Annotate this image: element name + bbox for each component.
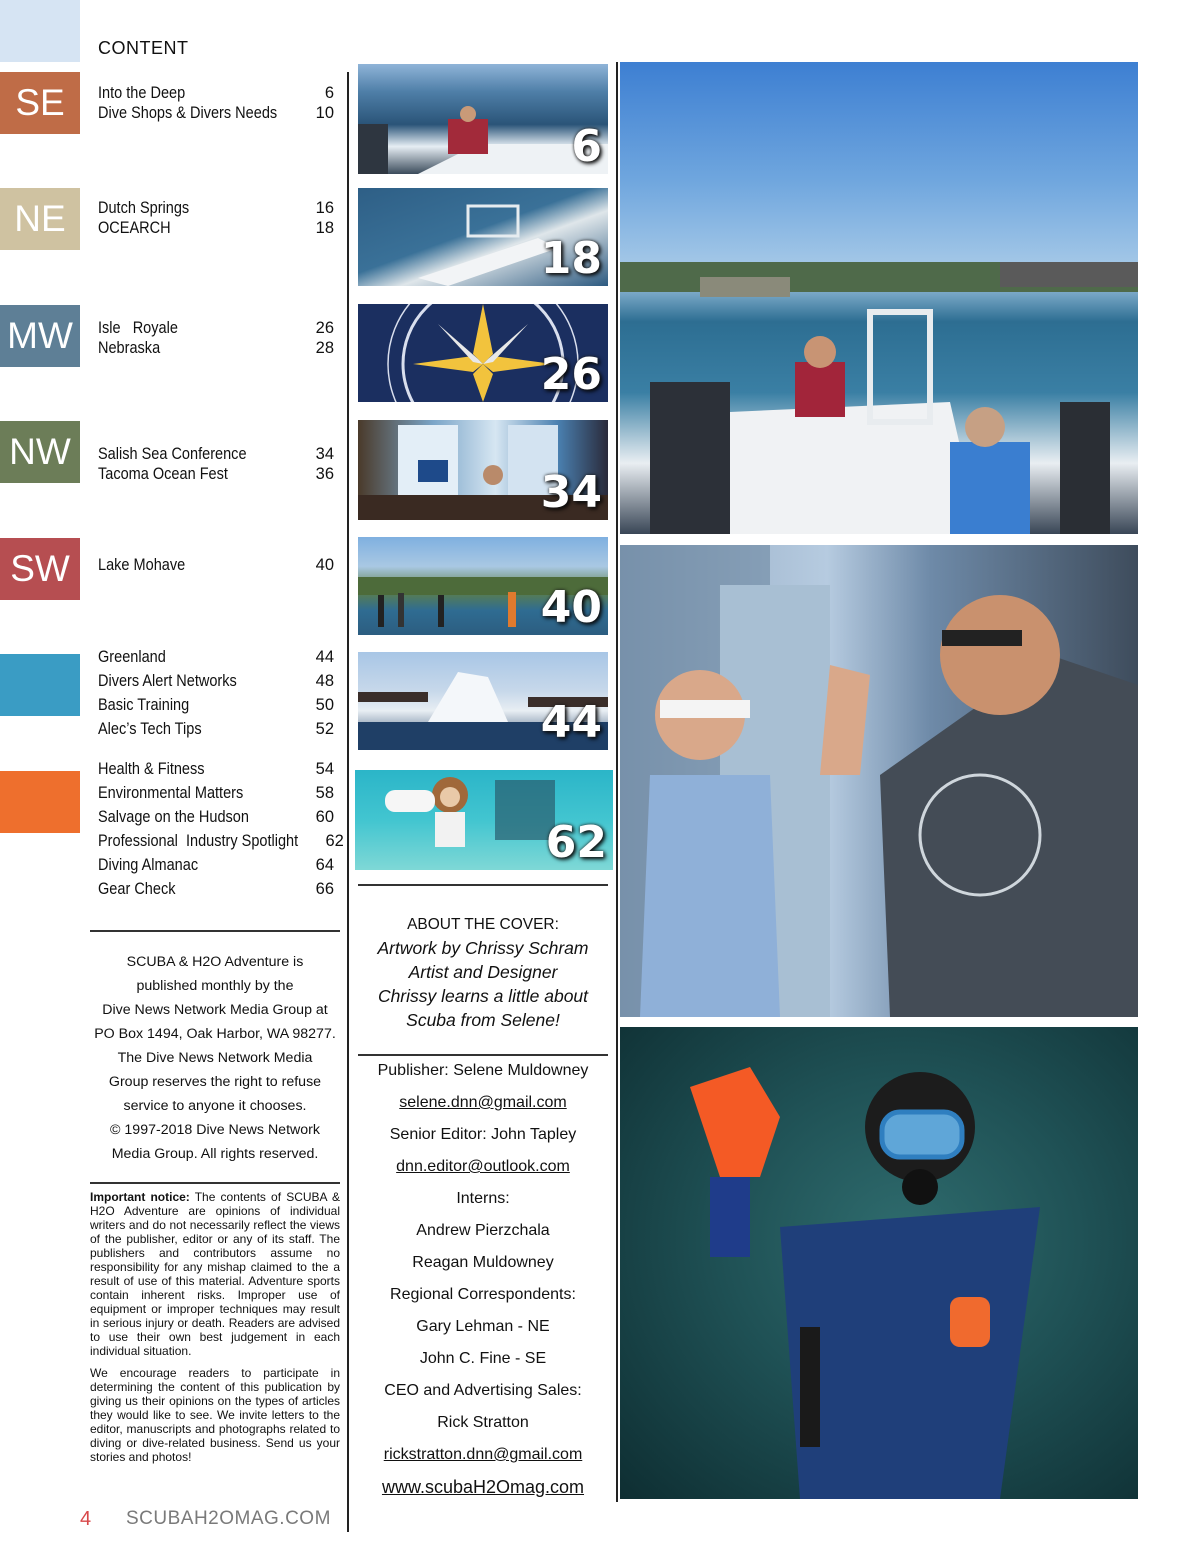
region-tab-orange — [0, 771, 80, 833]
publication-info — [90, 950, 340, 1166]
toc-mw — [98, 318, 334, 358]
toc-page: 18 — [315, 219, 334, 237]
toc-page: 6 — [324, 84, 334, 102]
divider-line — [358, 884, 608, 886]
ceo-name: Rick Stratton — [437, 1414, 529, 1431]
toc-title: Divers Alert Networks — [98, 672, 237, 690]
pub-line: PO Box 1494, Oak Harbor, WA 98277. — [94, 1026, 336, 1042]
notice-encourage: We encourage readers to participate in determining the content of this publication by giving us their opinions on the types of articles they would like to see. We invite letters to the editor, manuscripts and photographs related to diving or dive-related business. Send us your stories and photos! — [90, 1366, 340, 1464]
region-tab-se: SE — [0, 72, 80, 134]
thumbnail-page: 40 — [540, 582, 602, 633]
correspondents-label: Regional Correspondents: — [390, 1286, 576, 1303]
thumbnail-page: 26 — [540, 349, 602, 400]
editor-email-link[interactable]: dnn.editor@outlook.com — [396, 1158, 570, 1175]
pub-line: Media Group. All rights reserved. — [111, 1146, 319, 1162]
region-tab-sw: SW — [0, 538, 80, 600]
toc-page: 50 — [315, 696, 334, 714]
toc-ne — [98, 198, 334, 238]
about-the-cover — [358, 914, 608, 1032]
toc-row[interactable] — [98, 318, 334, 338]
toc-title: Salvage on the Hudson — [98, 808, 249, 826]
divider-line — [90, 930, 340, 932]
toc-row[interactable] — [98, 829, 344, 853]
thumbnail-conference-booth[interactable] — [358, 420, 608, 520]
toc-title: Salish Sea Conference — [98, 445, 247, 463]
site-url[interactable]: SCUBAH2OMAG.COM — [126, 1508, 331, 1529]
pub-line: The Dive News Network Media — [117, 1050, 313, 1066]
toc-title: OCEARCH — [98, 219, 171, 237]
thumbnail-lake-mohave[interactable] — [358, 537, 608, 635]
region-tab-blue — [0, 654, 80, 716]
toc-title: Dutch Springs — [98, 199, 190, 217]
toc-title: Tacoma Ocean Fest — [98, 465, 228, 483]
divider-line — [90, 1182, 340, 1184]
toc-title: Dive Shops & Divers Needs — [98, 104, 278, 122]
notice-label: Important notice: — [90, 1190, 190, 1204]
toc-page: 52 — [315, 720, 334, 738]
toc-page: 62 — [325, 832, 344, 850]
ceo-email-link[interactable]: rickstratton.dnn@gmail.com — [383, 1446, 583, 1463]
toc-row[interactable] — [98, 805, 334, 829]
toc-title: Environmental Matters — [98, 784, 244, 802]
senior-editor: Senior Editor: John Tapley — [389, 1126, 577, 1143]
ceo-label: CEO and Advertising Sales: — [384, 1382, 582, 1399]
toc-page: 26 — [315, 319, 334, 337]
photo-art — [620, 545, 1138, 1017]
thumbnail-page: 18 — [540, 233, 602, 284]
toc-row[interactable] — [98, 555, 334, 575]
correspondent-name: Gary Lehman - NE — [416, 1318, 550, 1335]
photo-underwater-diver — [620, 1027, 1138, 1499]
toc-page: 48 — [315, 672, 334, 690]
toc-page: 66 — [315, 880, 334, 898]
toc-page: 60 — [315, 808, 334, 826]
publisher-email-link[interactable]: selene.dnn@gmail.com — [399, 1094, 567, 1111]
correspondent-name: John C. Fine - SE — [419, 1350, 547, 1367]
thumbnail-page: 44 — [540, 697, 602, 748]
pub-line: © 1997-2018 Dive News Network — [110, 1122, 320, 1138]
toc-row[interactable] — [98, 669, 334, 693]
toc-title: Into the Deep — [98, 84, 186, 102]
column-divider-right — [616, 62, 618, 1502]
toc-orange — [98, 757, 344, 901]
pub-line: published monthly by the — [136, 978, 294, 994]
toc-page: 64 — [315, 856, 334, 874]
photo-art — [620, 62, 1138, 534]
toc-title: Diving Almanac — [98, 856, 199, 874]
region-tab-ne: NE — [0, 188, 80, 250]
toc-title: Basic Training — [98, 696, 190, 714]
toc-row[interactable] — [98, 781, 334, 805]
pub-line: Group reserves the right to refuse — [108, 1074, 322, 1090]
toc-row[interactable] — [98, 877, 334, 901]
about-line: Artwork by Chrissy Schram — [377, 938, 589, 958]
toc-title: Nebraska — [98, 339, 161, 357]
column-divider-left — [347, 72, 349, 1532]
toc-row[interactable] — [98, 853, 334, 877]
photo-high-five — [620, 545, 1138, 1017]
notice-text: The contents of SCUBA & H2O Adventure are opinions of individual writers and do not necessarily reflect the views of the publisher, editor or any of its staff. The publishers and contributors assume no responsibility for any mishap claimed to the a result of use of this material. Adventure sports contain inherent risks. Improper use of equipment or improper techniques may result in serious injury or death. Readers are advised to use their own best judgement in each individual situation. — [90, 1190, 341, 1358]
thumbnail-compass[interactable] — [358, 304, 608, 402]
toc-sw — [98, 555, 334, 575]
thumbnail-boat-wake[interactable] — [358, 64, 608, 174]
toc-page: 34 — [315, 445, 334, 463]
toc-se — [98, 83, 334, 123]
toc-page: 10 — [315, 104, 334, 122]
toc-row[interactable] — [98, 103, 334, 123]
toc-page: 58 — [315, 784, 334, 802]
page-number: 4 — [80, 1508, 92, 1530]
region-tab-mw: MW — [0, 305, 80, 367]
top-color-block — [0, 0, 80, 62]
about-line: Chrissy learns a little about — [377, 986, 589, 1006]
thumbnail-underwater-monkey[interactable] — [355, 770, 613, 870]
toc-row[interactable] — [98, 757, 334, 781]
toc-nw — [98, 444, 334, 484]
toc-row[interactable] — [98, 645, 334, 669]
toc-title: Lake Mohave — [98, 556, 186, 574]
important-notice — [90, 1190, 340, 1472]
intern-name: Andrew Pierzchala — [416, 1222, 550, 1239]
content-heading: CONTENT — [98, 38, 189, 58]
toc-row[interactable] — [98, 693, 334, 717]
masthead-credits — [358, 1055, 608, 1503]
publisher: Publisher: Selene Muldowney — [377, 1062, 589, 1079]
thumbnail-page: 6 — [571, 121, 602, 172]
photo-boat-divers — [620, 62, 1138, 534]
about-title: ABOUT THE COVER: — [407, 916, 559, 933]
toc-title: Isle Royale — [98, 319, 178, 337]
toc-title: Professional Industry Spotlight — [98, 832, 299, 850]
toc-title: Greenland — [98, 648, 166, 666]
thumbnail-boat[interactable] — [358, 188, 608, 286]
toc-row[interactable] — [98, 717, 334, 741]
toc-title: Health & Fitness — [98, 760, 205, 778]
toc-page: 28 — [315, 339, 334, 357]
toc-row[interactable] — [98, 464, 334, 484]
toc-page: 40 — [315, 556, 334, 574]
toc-page: 16 — [315, 199, 334, 217]
toc-page: 54 — [315, 760, 334, 778]
intern-name: Reagan Muldowney — [412, 1254, 554, 1271]
about-line: Artist and Designer — [408, 962, 558, 982]
interns-label: Interns: — [456, 1190, 510, 1207]
pub-line: service to anyone it chooses. — [123, 1098, 307, 1114]
toc-page: 44 — [315, 648, 334, 666]
toc-title: Alec’s Tech Tips — [98, 720, 202, 738]
toc-row[interactable] — [98, 83, 334, 103]
region-tab-nw: NW — [0, 421, 80, 483]
thumbnail-page: 62 — [545, 817, 607, 868]
website-link[interactable]: www.scubaH2Omag.com — [381, 1477, 585, 1497]
toc-blue — [98, 645, 334, 741]
pub-line: SCUBA & H2O Adventure is — [126, 954, 304, 970]
photo-art — [620, 1027, 1138, 1499]
pub-line: Dive News Network Media Group at — [102, 1002, 328, 1018]
toc-row[interactable] — [98, 218, 334, 238]
about-line: Scuba from Selene! — [406, 1010, 560, 1030]
toc-page: 36 — [315, 465, 334, 483]
toc-row[interactable] — [98, 444, 334, 464]
thumbnail-greenland-iceberg[interactable] — [358, 652, 608, 750]
toc-row[interactable] — [98, 338, 334, 358]
toc-row[interactable] — [98, 198, 334, 218]
thumbnail-page: 34 — [540, 467, 602, 518]
toc-title: Gear Check — [98, 880, 176, 898]
